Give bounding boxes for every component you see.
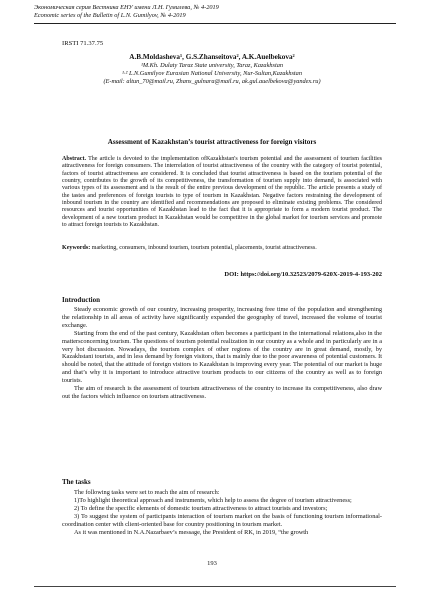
paragraph: As it was mentioned in N.A.Nazarbaev’s message, the President of RK, in 2019, “the growth [74,528,309,536]
keywords-label: Keywords: [62,245,91,251]
affiliation: ¹M.Kh. Dulaty Taraz State university, Taraz, Kazakhstan [140,62,284,69]
header-divider [34,23,396,24]
abstract-label: Abstract. [62,156,87,162]
keywords [62,245,382,252]
footer-divider [34,586,396,587]
running-header [34,4,404,21]
introduction-body [62,306,382,401]
section-heading-introduction: Introduction [62,296,100,304]
author-emails: (E-mail: altun_70@mail.ru, Zhans_gulnara@mail.ru, ak.gul.auelbekova@yandex.ru) [103,78,321,85]
paragraph: Starting from the end of the past century, Kazakhstan often becomes a participant in the international relations,also in the mattersconcerning tourism. The questions of tourism potential realization in our country as a whole and in particularly are in a very hot discussion. Nowadays, the tourism complex of other regions of the country are in great demand, mostly, by Kazakhstani tourists, and in less demand by foreign visitors, that is mainly due to the poor awareness of potential customers. It should be noted, that the attitude of foreign visitors to Kazakhstan is improving every year. The potential of our market is huge and that’s why it is important to introduce attractive tourism products to our citizens of the country as well as to foreign tourists. [62,329,382,385]
tasks-body [62,489,382,536]
paragraph: The following tasks were set to reach the aim of research: [74,489,220,496]
irsti-code: IRSTI 71.37.75 [62,40,104,47]
paragraph: The aim of research is the assessment of tourism attractiveness of the country to increase its competitiveness, also draw out the factors which influence on tourism attractiveness. [62,385,382,400]
task-item: 1)To highlight theoretical approach and instruments, which help to assess the degree of tourism attractiveness; [74,496,352,504]
article-title: Assessment of Kazakhstan’s tourist attractiveness for foreign visitors [107,138,317,146]
task-item: 2) To define the specific elements of domestic tourism attractiveness to attract tourists and investors; [74,504,328,512]
keywords-text: marketing, consumers, inbound tourism, tourism potential, placements, tourist attractiveness. [91,245,317,251]
running-header-line: Economic series of the Bulletin of L.N. Gumilyov, № 4-2019 [34,12,186,20]
section-heading-tasks: The tasks [62,478,91,486]
doi-link[interactable]: DOI: https://doi.org/10.32523/2079-620X-2019-4-193-202 [224,271,382,278]
abstract-text: The article is devoted to the implementation ofKazakhstan's tourism potential and the assessment of tourism facilities attractiveness for foreign consumers. The interrelation of tourist attractiveness of the country with the category of tourist potential, factors of tourist attractiveness are considered. It is concluded that tourist attractiveness is based on the tourism potential of the country, contributes to the growth of its competitiveness, the transformation of tourism supply into demand, is associated with various types of its assessment and is the result of the entire previous development of the republic. The article presents a study of the tastes and preferences of foreign tourists to type of tourism in Kazakhstan. Negative factors restraining the development of inbound tourism in the country are identified and recommendations are proposed to eliminate existing problems. The considered resources and tourist opportunities of Kazakhstan lead to the fact that it is appropriate to form a modern tourist product. The development of a new tourism product in Kazakhstan would be competitive in the global market for tourism services and promote to attract foreign tourists to Kazakhstan. [62,156,382,229]
page-number: 193 [207,560,217,567]
affiliation: ¹·² L.N.Gumilyov Eurasian National University, Nur-Sultan,Kazakhstan [122,70,302,77]
running-header-line: Экономическая серия Вестника ЕНУ имени Л.Н. Гумилева, № 4-2019 [34,4,219,11]
authors: A.B.Moldasheva¹, G.S.Zhanseitova², A.K.Auelbekova² [129,53,295,61]
abstract [62,156,382,229]
task-item: 3) To suggest the system of participants interaction of tourism market on the basis of functioning tourism informational-coordination center with client-oriented base for country positioning in tourism market. [62,512,382,528]
paragraph: Steady economic growth of our country, increasing prosperity, increasing free time of the population and strengthening the relationship in all areas of activity have significantly expanded the geography of travel, increased the volume of tourist exchange. [62,306,382,329]
